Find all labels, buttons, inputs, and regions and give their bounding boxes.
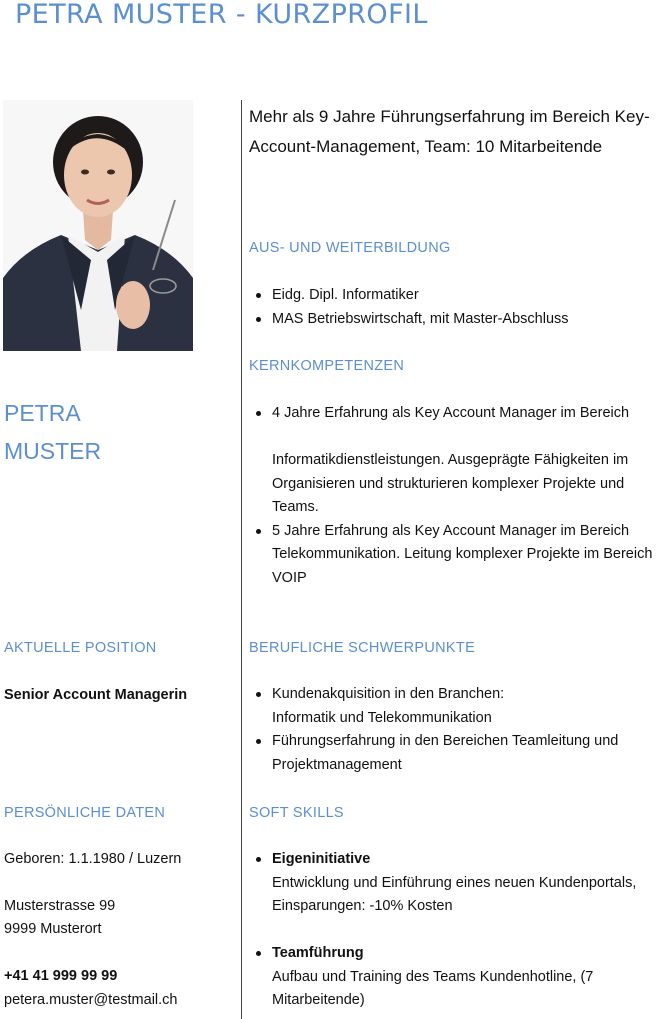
skill-title: Teamführung [272, 945, 364, 961]
current-position: Senior Account Managerin [4, 687, 188, 703]
soft-skills-label: SOFT SKILLS [249, 805, 344, 821]
email-address: petera.muster@testmail.ch [4, 992, 178, 1008]
list-item [254, 942, 656, 1013]
list-item [254, 402, 656, 520]
list-item: Eidg. Dipl. Informatiker [254, 284, 656, 308]
skill-text: Entwicklung und Einführung eines neuen Kundenportals, Einsparungen: -10% Kosten [272, 874, 637, 914]
person-name [4, 394, 101, 470]
list-item-line: Informatik und Telekommunikation [272, 709, 492, 726]
city-address: 9999 Musterort [4, 921, 102, 937]
phone-number: +41 41 999 99 99 [4, 968, 118, 984]
personal-label: PERSÖNLICHE DATEN [4, 805, 166, 821]
position-label: AKTUELLE POSITION [4, 640, 157, 656]
list-item-line: Kundenakquisition in den Branchen: [272, 686, 505, 702]
birth-info: Geboren: 1.1.1980 / Luzern [4, 851, 182, 867]
page-title: PETRA MUSTER - KURZPROFIL [15, 0, 428, 30]
list-item: Führungserfahrung in den Bereichen Teamleitung und Projektmanagement [254, 730, 656, 777]
focus-label: BERUFLICHE SCHWERPUNKTE [249, 640, 476, 656]
education-label: AUS- UND WEITERBILDUNG [249, 240, 451, 256]
skill-text: Aufbau und Training des Teams Kundenhotline, (7 Mitarbeitende) [272, 968, 594, 1008]
first-name: PETRA [4, 400, 81, 426]
list-item-line: Informatikdienstleistungen. Ausgeprägte Fähigkeiten im Organisieren und strukturieren komplexer Projekte und Teams. [272, 452, 629, 515]
street-address: Musterstrasse 99 [4, 898, 116, 914]
list-item [254, 683, 656, 730]
education-list [254, 284, 656, 331]
skill-title: Eigeninitiative [272, 851, 371, 867]
competencies-list [254, 402, 656, 590]
list-item [254, 848, 656, 919]
focus-list [254, 683, 656, 777]
list-item: MAS Betriebswirtschaft, mit Master-Abschluss [254, 308, 656, 332]
last-name: MUSTER [4, 438, 102, 464]
soft-skills-list [254, 848, 656, 1013]
column-divider [241, 100, 242, 1019]
headline: Mehr als 9 Jahre Führungserfahrung im Bereich Key-Account-Management, Team: 10 Mitarbeitende [249, 107, 650, 156]
list-item-line: 4 Jahre Erfahrung als Key Account Manager im Bereich [272, 405, 630, 421]
list-item: 5 Jahre Erfahrung als Key Account Manager im Bereich Telekommunikation. Leitung komplexer Projekte im Bereich VOIP [254, 520, 656, 591]
profile-photo [3, 100, 193, 351]
competencies-label: KERNKOMPETENZEN [249, 358, 405, 374]
